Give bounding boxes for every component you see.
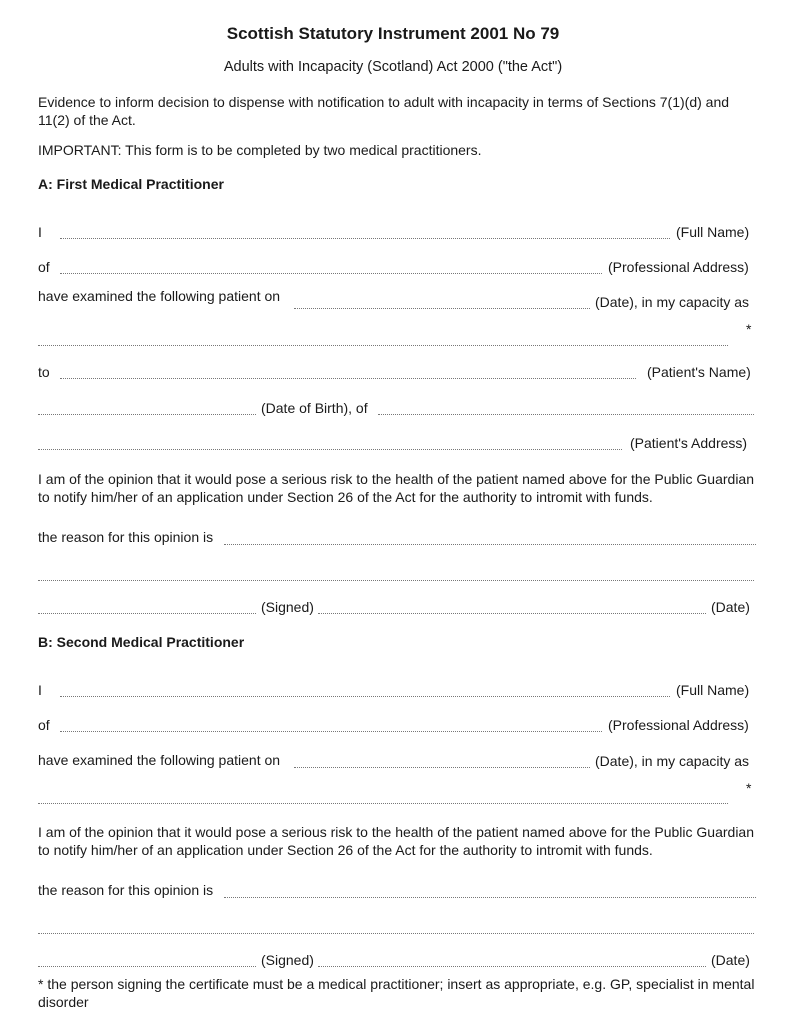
b-reason-line1-field[interactable] [224, 897, 756, 898]
a-date-label: (Date) [711, 599, 750, 615]
b-opinion-paragraph: I am of the opinion that it would pose a serious risk to the health of the patient named above for the Public Guardian to notify him/her of an application under Section 26 of the Act for the authority to intromit with funds. [38, 824, 754, 858]
page-title: Scottish Statutory Instrument 2001 No 79 [226, 24, 560, 43]
a-of-label: of [38, 259, 50, 275]
a-patient-address-line1-field[interactable] [378, 414, 754, 415]
b-full-name-field[interactable] [60, 696, 670, 697]
evidence-paragraph: Evidence to inform decision to dispense with notification to adult with incapacity in terms of Sections 7(1)(d) and 11(2) of the Act. [38, 94, 730, 128]
b-professional-address-field[interactable] [60, 731, 602, 732]
page-subtitle: Adults with Incapacity (Scotland) Act 2000 ("the Act") [223, 59, 563, 75]
b-reason-label: the reason for this opinion is [38, 882, 214, 898]
b-signed-label: (Signed) [261, 952, 314, 968]
b-date-capacity-label: (Date), in my capacity as [595, 753, 750, 769]
a-full-name-field[interactable] [60, 238, 670, 239]
a-date-of-birth-label: (Date of Birth), of [261, 400, 368, 416]
a-professional-address-field[interactable] [60, 273, 602, 274]
a-reason-line1-field[interactable] [224, 544, 756, 545]
b-professional-address-label: (Professional Address) [608, 717, 749, 733]
a-professional-address-label: (Professional Address) [608, 259, 749, 275]
section-b-heading: B: Second Medical Practitioner [38, 634, 245, 650]
a-signature-field[interactable] [38, 613, 256, 614]
a-date-capacity-label: (Date), in my capacity as [595, 294, 750, 310]
important-note: IMPORTANT: This form is to be completed by two medical practitioners. [38, 142, 482, 158]
a-to-label: to [38, 364, 50, 380]
a-opinion-paragraph: I am of the opinion that it would pose a serious risk to the health of the patient named above for the Public Guardian to notify him/her of an application under Section 26 of the Act for the authority to intromit with funds. [38, 471, 754, 505]
section-a-heading: A: First Medical Practitioner [38, 176, 224, 192]
b-of-label: of [38, 717, 50, 733]
a-signed-date-field[interactable] [318, 613, 706, 614]
b-asterisk: * [746, 780, 752, 796]
b-date-label: (Date) [711, 952, 750, 968]
a-reason-label: the reason for this opinion is [38, 529, 214, 545]
a-patient-name-field[interactable] [60, 378, 636, 379]
b-signed-date-field[interactable] [318, 966, 706, 967]
b-i-label: I [38, 682, 42, 698]
a-signed-label: (Signed) [261, 599, 314, 615]
b-examination-date-field[interactable] [294, 767, 590, 768]
a-patient-name-label: (Patient's Name) [647, 364, 751, 380]
a-patient-address-label: (Patient's Address) [630, 435, 748, 451]
a-i-label: I [38, 224, 42, 240]
b-full-name-label: (Full Name) [676, 682, 750, 698]
b-capacity-field[interactable] [38, 803, 728, 804]
a-examination-date-field[interactable] [294, 308, 590, 309]
b-examined-label: have examined the following patient on [38, 752, 281, 768]
a-examined-label: have examined the following patient on [38, 288, 281, 304]
a-full-name-label: (Full Name) [676, 224, 750, 240]
b-reason-line2-field[interactable] [38, 933, 754, 934]
a-asterisk: * [746, 321, 752, 337]
a-capacity-field[interactable] [38, 345, 728, 346]
footnote: * the person signing the certificate must be a medical practitioner; insert as appropriate, e.g. GP, specialist in mental disorder [38, 976, 755, 1010]
b-signature-field[interactable] [38, 966, 256, 967]
a-date-of-birth-field[interactable] [38, 414, 256, 415]
a-patient-address-line2-field[interactable] [38, 449, 622, 450]
a-reason-line2-field[interactable] [38, 580, 754, 581]
